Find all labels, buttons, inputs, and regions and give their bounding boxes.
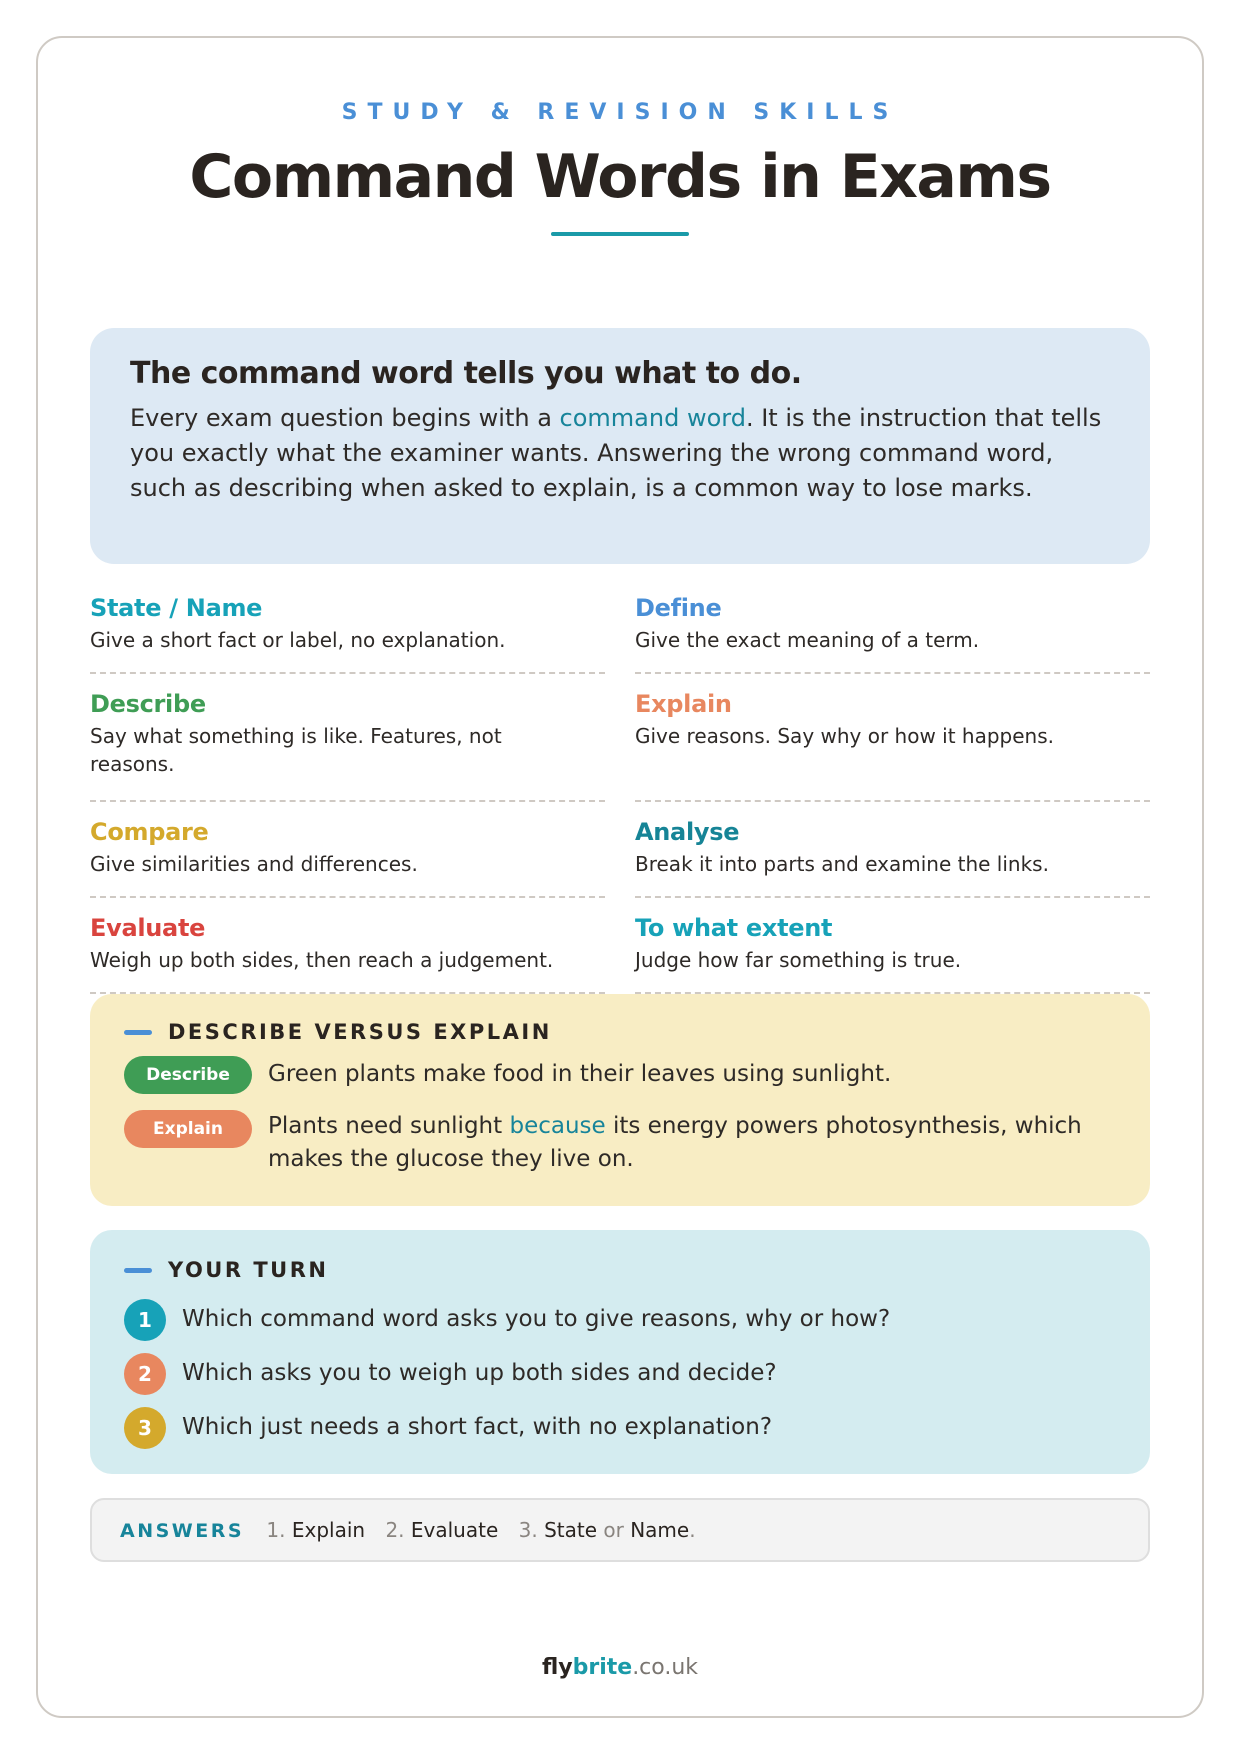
your-turn-box <box>90 1230 1150 1474</box>
intro-highlight: command word <box>559 404 746 432</box>
term-desc: Break it into parts and examine the links. <box>635 852 1049 876</box>
section-dash-icon <box>124 1268 152 1273</box>
term-name: Describe <box>90 690 206 718</box>
answers-label: ANSWERS <box>120 1520 245 1542</box>
term-state-name <box>90 594 605 674</box>
answer-word: State <box>544 1518 598 1542</box>
explain-example <box>268 1110 1108 1176</box>
term-name: To what extent <box>635 914 833 942</box>
intro-body-text-end: . It is the instruction that tells you exactly what the examiner wants. Answering the wrong command word, such as describing when asked to explain, is a common way to lose marks. <box>130 404 1102 502</box>
eyebrow-label: STUDY & REVISION SKILLS <box>341 100 899 125</box>
explain-text-end: its energy powers photosynthesis, which makes the glucose they live on. <box>268 1113 1082 1172</box>
term-name: Evaluate <box>90 914 206 942</box>
term-desc: Judge how far something is true. <box>635 948 962 972</box>
question-number-badge: 1 <box>124 1299 166 1341</box>
term-compare <box>90 818 605 898</box>
section-heading: YOUR TURN <box>168 1258 329 1282</box>
term-explain <box>635 690 1150 802</box>
term-analyse <box>635 818 1150 898</box>
explain-badge: Explain <box>124 1110 252 1148</box>
question-number-badge: 2 <box>124 1353 166 1395</box>
explain-text: Plants need sunlight <box>268 1113 510 1139</box>
term-name: Explain <box>635 690 732 718</box>
title-underline <box>551 232 689 236</box>
term-name: Define <box>635 594 722 622</box>
question-text: Which just needs a short fact, with no explanation? <box>182 1414 773 1440</box>
section-heading: DESCRIBE VERSUS EXPLAIN <box>168 1020 552 1044</box>
intro-body-text: Every exam question begins with a <box>130 404 560 432</box>
question-number-badge: 3 <box>124 1407 166 1449</box>
brand-part-brite: brite <box>572 1655 633 1680</box>
term-desc: Say what something is like. Features, not reasons. <box>90 724 502 776</box>
term-to-what-extent <box>635 914 1150 994</box>
brand-part-fly: fly <box>541 1655 573 1680</box>
term-desc: Give similarities and differences. <box>90 852 418 876</box>
question-text: Which command word asks you to give reasons, why or how? <box>182 1306 891 1332</box>
footer-brand <box>0 1655 1240 1680</box>
describe-example: Green plants make food in their leaves using sunlight. <box>268 1061 892 1087</box>
term-define <box>635 594 1150 674</box>
answer-or: or <box>603 1518 624 1542</box>
answer-word: Evaluate <box>410 1518 499 1542</box>
term-desc: Give a short fact or label, no explanation. <box>90 628 506 652</box>
answer-word: Explain <box>291 1518 366 1542</box>
intro-body <box>130 401 1110 506</box>
term-desc: Weigh up both sides, then reach a judgement. <box>90 948 554 972</box>
intro-box <box>90 328 1150 564</box>
answer-number: 2. <box>385 1518 405 1542</box>
term-name: Analyse <box>635 818 740 846</box>
answer-word: Name <box>630 1518 690 1542</box>
answer-number: 1. <box>266 1518 286 1542</box>
term-desc: Give the exact meaning of a term. <box>635 628 980 652</box>
term-name: Compare <box>90 818 209 846</box>
page-title: Command Words in Exams <box>189 142 1051 212</box>
term-describe <box>90 690 605 802</box>
intro-heading: The command word tells you what to do. <box>130 356 802 391</box>
describe-vs-explain-box <box>90 994 1150 1206</box>
term-desc: Give reasons. Say why or how it happens. <box>635 724 1055 748</box>
answer-number: 3. <box>518 1518 538 1542</box>
section-dash-icon <box>124 1030 152 1035</box>
brand-domain: .co.uk <box>632 1655 699 1680</box>
question-text: Which asks you to weigh up both sides and decide? <box>182 1360 777 1386</box>
term-name: State / Name <box>90 594 263 622</box>
answers-bar <box>90 1498 1150 1562</box>
explain-highlight: because <box>509 1113 606 1139</box>
describe-badge: Describe <box>124 1056 252 1094</box>
term-evaluate <box>90 914 605 994</box>
answer-period: . <box>689 1518 696 1542</box>
